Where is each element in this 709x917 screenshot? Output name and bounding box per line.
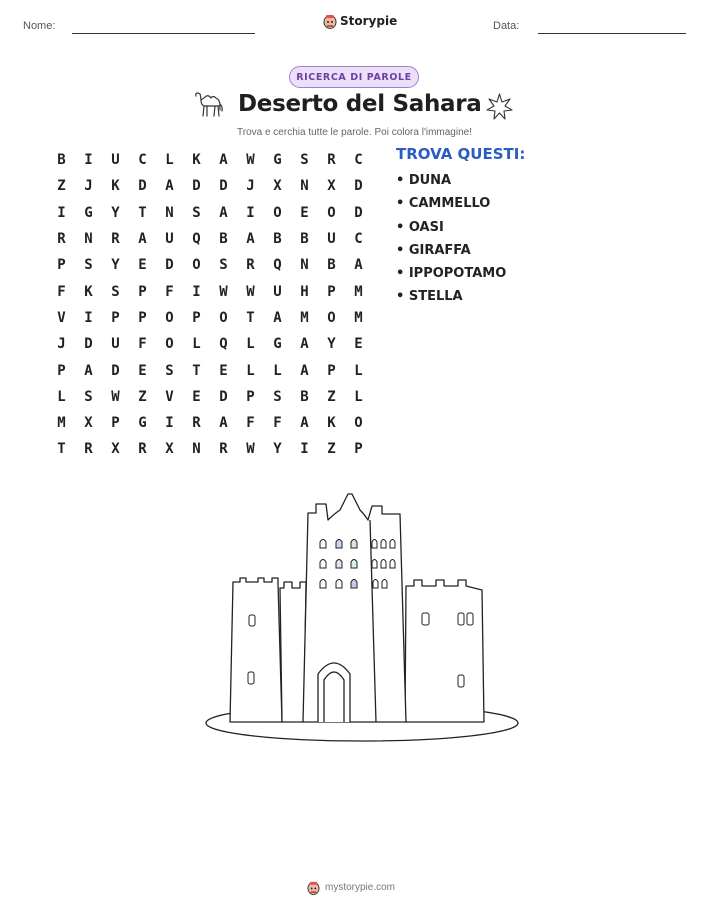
- grid-cell[interactable]: O: [327, 309, 336, 326]
- grid-cell[interactable]: D: [165, 257, 174, 274]
- grid-cell[interactable]: F: [138, 336, 147, 353]
- grid-cell[interactable]: I: [84, 309, 93, 326]
- grid-cell[interactable]: I: [192, 283, 201, 300]
- grid-cell[interactable]: S: [192, 204, 201, 221]
- grid-cell[interactable]: I: [246, 204, 255, 221]
- grid-row: [48, 226, 372, 252]
- grid-cell[interactable]: I: [165, 415, 174, 432]
- grid-cell[interactable]: A: [354, 257, 363, 274]
- word-item: • GIRAFFA: [396, 242, 471, 258]
- grid-row: [48, 147, 372, 173]
- grid-cell[interactable]: I: [57, 204, 66, 221]
- grid-cell[interactable]: F: [165, 283, 174, 300]
- grid-cell[interactable]: P: [57, 362, 66, 379]
- grid-cell[interactable]: V: [165, 388, 174, 405]
- grid-cell[interactable]: E: [138, 362, 147, 379]
- grid-cell[interactable]: N: [84, 231, 93, 248]
- grid-cell[interactable]: Q: [192, 231, 201, 248]
- grid-cell[interactable]: G: [273, 336, 282, 353]
- word-item: • OASI: [396, 219, 444, 235]
- grid-cell[interactable]: L: [57, 388, 66, 405]
- grid-cell[interactable]: B: [327, 257, 336, 274]
- grid-cell[interactable]: A: [219, 415, 228, 432]
- grid-cell[interactable]: Y: [111, 204, 120, 221]
- grid-cell[interactable]: T: [57, 441, 66, 458]
- grid-cell[interactable]: X: [165, 441, 174, 458]
- grid-cell[interactable]: D: [354, 178, 363, 195]
- grid-cell[interactable]: L: [273, 362, 282, 379]
- grid-cell[interactable]: G: [84, 204, 93, 221]
- grid-cell[interactable]: D: [354, 204, 363, 221]
- grid-cell[interactable]: W: [111, 388, 120, 405]
- grid-cell[interactable]: D: [219, 178, 228, 195]
- grid-cell[interactable]: Q: [219, 336, 228, 353]
- grid-cell[interactable]: R: [192, 415, 201, 432]
- grid-cell[interactable]: F: [57, 283, 66, 300]
- grid-cell[interactable]: S: [84, 257, 93, 274]
- grid-cell[interactable]: Y: [273, 441, 282, 458]
- grid-cell[interactable]: L: [192, 336, 201, 353]
- word-item: • CAMMELLO: [396, 196, 491, 212]
- grid-cell[interactable]: O: [273, 204, 282, 221]
- storypie-logo-icon: [307, 880, 320, 895]
- grid-cell[interactable]: L: [354, 362, 363, 379]
- grid-cell[interactable]: S: [219, 257, 228, 274]
- grid-cell[interactable]: S: [84, 388, 93, 405]
- grid-cell[interactable]: D: [192, 178, 201, 195]
- grid-cell[interactable]: P: [327, 362, 336, 379]
- grid-cell[interactable]: J: [246, 178, 255, 195]
- grid-cell[interactable]: P: [354, 441, 363, 458]
- grid-cell[interactable]: Z: [138, 388, 147, 405]
- grid-cell[interactable]: P: [246, 388, 255, 405]
- section-badge: RICERCA DI PAROLE: [289, 66, 419, 88]
- grid-cell[interactable]: S: [165, 362, 174, 379]
- grid-row: [48, 384, 372, 410]
- word-item: • DUNA: [396, 173, 452, 188]
- name-label: Nome:: [23, 20, 56, 32]
- grid-cell[interactable]: J: [57, 336, 66, 353]
- grid-cell[interactable]: U: [165, 231, 174, 248]
- grid-cell[interactable]: Z: [327, 441, 336, 458]
- grid-cell[interactable]: L: [246, 362, 255, 379]
- grid-row: [48, 436, 372, 462]
- footer: [307, 880, 395, 895]
- grid-cell[interactable]: X: [273, 178, 282, 195]
- word-item: • STELLA: [396, 289, 463, 305]
- grid-cell[interactable]: A: [300, 336, 309, 353]
- brand-logo: [323, 13, 397, 29]
- grid-cell[interactable]: Q: [273, 257, 282, 274]
- date-label: Data:: [493, 20, 520, 32]
- grid-cell[interactable]: O: [165, 336, 174, 353]
- grid-cell[interactable]: E: [138, 257, 147, 274]
- grid-cell[interactable]: D: [111, 362, 120, 379]
- grid-cell[interactable]: F: [273, 415, 282, 432]
- grid-cell[interactable]: L: [246, 336, 255, 353]
- grid-cell[interactable]: A: [84, 362, 93, 379]
- grid-cell[interactable]: A: [300, 415, 309, 432]
- grid-cell[interactable]: P: [138, 309, 147, 326]
- grid-cell[interactable]: P: [111, 415, 120, 432]
- grid-cell[interactable]: N: [300, 178, 309, 195]
- grid-cell[interactable]: S: [273, 388, 282, 405]
- word-list: [396, 171, 506, 311]
- grid-row: [48, 305, 372, 331]
- desert-fortress-illustration[interactable]: [200, 490, 520, 745]
- grid-cell[interactable]: Y: [111, 257, 120, 274]
- grid-cell[interactable]: A: [219, 152, 228, 169]
- grid-cell[interactable]: E: [192, 388, 201, 405]
- grid-cell[interactable]: R: [219, 441, 228, 458]
- grid-cell[interactable]: U: [111, 152, 120, 169]
- grid-cell[interactable]: B: [300, 231, 309, 248]
- grid-cell[interactable]: R: [111, 231, 120, 248]
- grid-cell[interactable]: R: [246, 257, 255, 274]
- grid-cell[interactable]: R: [327, 152, 336, 169]
- grid-cell[interactable]: K: [111, 178, 120, 195]
- grid-row: [48, 357, 372, 383]
- grid-cell[interactable]: I: [84, 152, 93, 169]
- grid-cell[interactable]: H: [300, 283, 309, 300]
- grid-cell[interactable]: W: [246, 441, 255, 458]
- grid-cell[interactable]: C: [138, 152, 147, 169]
- grid-cell[interactable]: R: [138, 441, 147, 458]
- grid-cell[interactable]: S: [111, 283, 120, 300]
- word-search-grid[interactable]: [48, 147, 372, 463]
- grid-cell[interactable]: O: [192, 257, 201, 274]
- star-icon: [486, 93, 513, 120]
- grid-cell[interactable]: T: [246, 309, 255, 326]
- grid-cell[interactable]: B: [300, 388, 309, 405]
- word-item: • IPPOPOTAMO: [396, 266, 507, 282]
- grid-row: [48, 410, 372, 436]
- grid-cell[interactable]: A: [219, 204, 228, 221]
- grid-cell[interactable]: U: [111, 336, 120, 353]
- grid-cell[interactable]: P: [192, 309, 201, 326]
- footer-url[interactable]: mystorypie.com: [325, 882, 396, 893]
- camel-icon: [193, 90, 225, 118]
- grid-cell[interactable]: P: [327, 283, 336, 300]
- grid-cell[interactable]: O: [327, 204, 336, 221]
- grid-cell[interactable]: C: [354, 231, 363, 248]
- grid-cell[interactable]: M: [300, 309, 309, 326]
- grid-cell[interactable]: S: [300, 152, 309, 169]
- grid-cell[interactable]: A: [246, 231, 255, 248]
- instructions: Trova e cerchia tutte le parole. Poi colora l'immagine!: [237, 127, 472, 138]
- grid-cell[interactable]: W: [246, 283, 255, 300]
- grid-cell[interactable]: L: [165, 152, 174, 169]
- grid-row: [48, 200, 372, 226]
- grid-cell[interactable]: N: [165, 204, 174, 221]
- grid-cell[interactable]: K: [192, 152, 201, 169]
- grid-cell[interactable]: A: [165, 178, 174, 195]
- grid-cell[interactable]: W: [246, 152, 255, 169]
- date-line[interactable]: [538, 33, 686, 34]
- grid-cell[interactable]: V: [57, 309, 66, 326]
- grid-cell[interactable]: R: [57, 231, 66, 248]
- grid-cell[interactable]: X: [84, 415, 93, 432]
- brand-name: Storypie: [340, 14, 398, 28]
- grid-cell[interactable]: O: [165, 309, 174, 326]
- grid-cell[interactable]: I: [300, 441, 309, 458]
- grid-cell[interactable]: R: [84, 441, 93, 458]
- page-title: Deserto del Sahara: [238, 91, 482, 117]
- grid-cell[interactable]: N: [192, 441, 201, 458]
- grid-cell[interactable]: D: [219, 388, 228, 405]
- grid-cell[interactable]: O: [219, 309, 228, 326]
- grid-cell[interactable]: F: [246, 415, 255, 432]
- grid-cell[interactable]: Y: [327, 336, 336, 353]
- grid-cell[interactable]: E: [300, 204, 309, 221]
- grid-cell[interactable]: G: [138, 415, 147, 432]
- word-list-title: TROVA QUESTI:: [396, 145, 526, 163]
- grid-cell[interactable]: P: [57, 257, 66, 274]
- grid-cell[interactable]: B: [219, 231, 228, 248]
- grid-cell[interactable]: M: [354, 309, 363, 326]
- grid-cell[interactable]: A: [138, 231, 147, 248]
- grid-row: [48, 331, 372, 357]
- grid-cell[interactable]: D: [84, 336, 93, 353]
- grid-cell[interactable]: Z: [327, 388, 336, 405]
- grid-cell[interactable]: C: [354, 152, 363, 169]
- grid-cell[interactable]: D: [138, 178, 147, 195]
- grid-cell[interactable]: O: [354, 415, 363, 432]
- grid-cell[interactable]: A: [273, 309, 282, 326]
- grid-cell[interactable]: B: [57, 152, 66, 169]
- grid-cell[interactable]: G: [273, 152, 282, 169]
- grid-cell[interactable]: M: [354, 283, 363, 300]
- grid-cell[interactable]: E: [219, 362, 228, 379]
- grid-cell[interactable]: X: [327, 178, 336, 195]
- grid-cell[interactable]: T: [138, 204, 147, 221]
- grid-cell[interactable]: T: [192, 362, 201, 379]
- grid-cell[interactable]: P: [138, 283, 147, 300]
- grid-cell[interactable]: U: [327, 231, 336, 248]
- grid-cell[interactable]: U: [273, 283, 282, 300]
- grid-cell[interactable]: B: [273, 231, 282, 248]
- grid-cell[interactable]: A: [300, 362, 309, 379]
- grid-cell[interactable]: K: [84, 283, 93, 300]
- grid-cell[interactable]: J: [84, 178, 93, 195]
- grid-cell[interactable]: L: [354, 388, 363, 405]
- grid-cell[interactable]: X: [111, 441, 120, 458]
- grid-cell[interactable]: Z: [57, 178, 66, 195]
- grid-cell[interactable]: M: [57, 415, 66, 432]
- grid-cell[interactable]: W: [219, 283, 228, 300]
- name-line[interactable]: [72, 33, 255, 34]
- grid-row: [48, 173, 372, 199]
- grid-cell[interactable]: K: [327, 415, 336, 432]
- grid-row: [48, 278, 372, 304]
- grid-cell[interactable]: N: [300, 257, 309, 274]
- storypie-logo-icon: [323, 13, 337, 29]
- grid-row: [48, 252, 372, 278]
- grid-cell[interactable]: E: [354, 336, 363, 353]
- grid-cell[interactable]: P: [111, 309, 120, 326]
